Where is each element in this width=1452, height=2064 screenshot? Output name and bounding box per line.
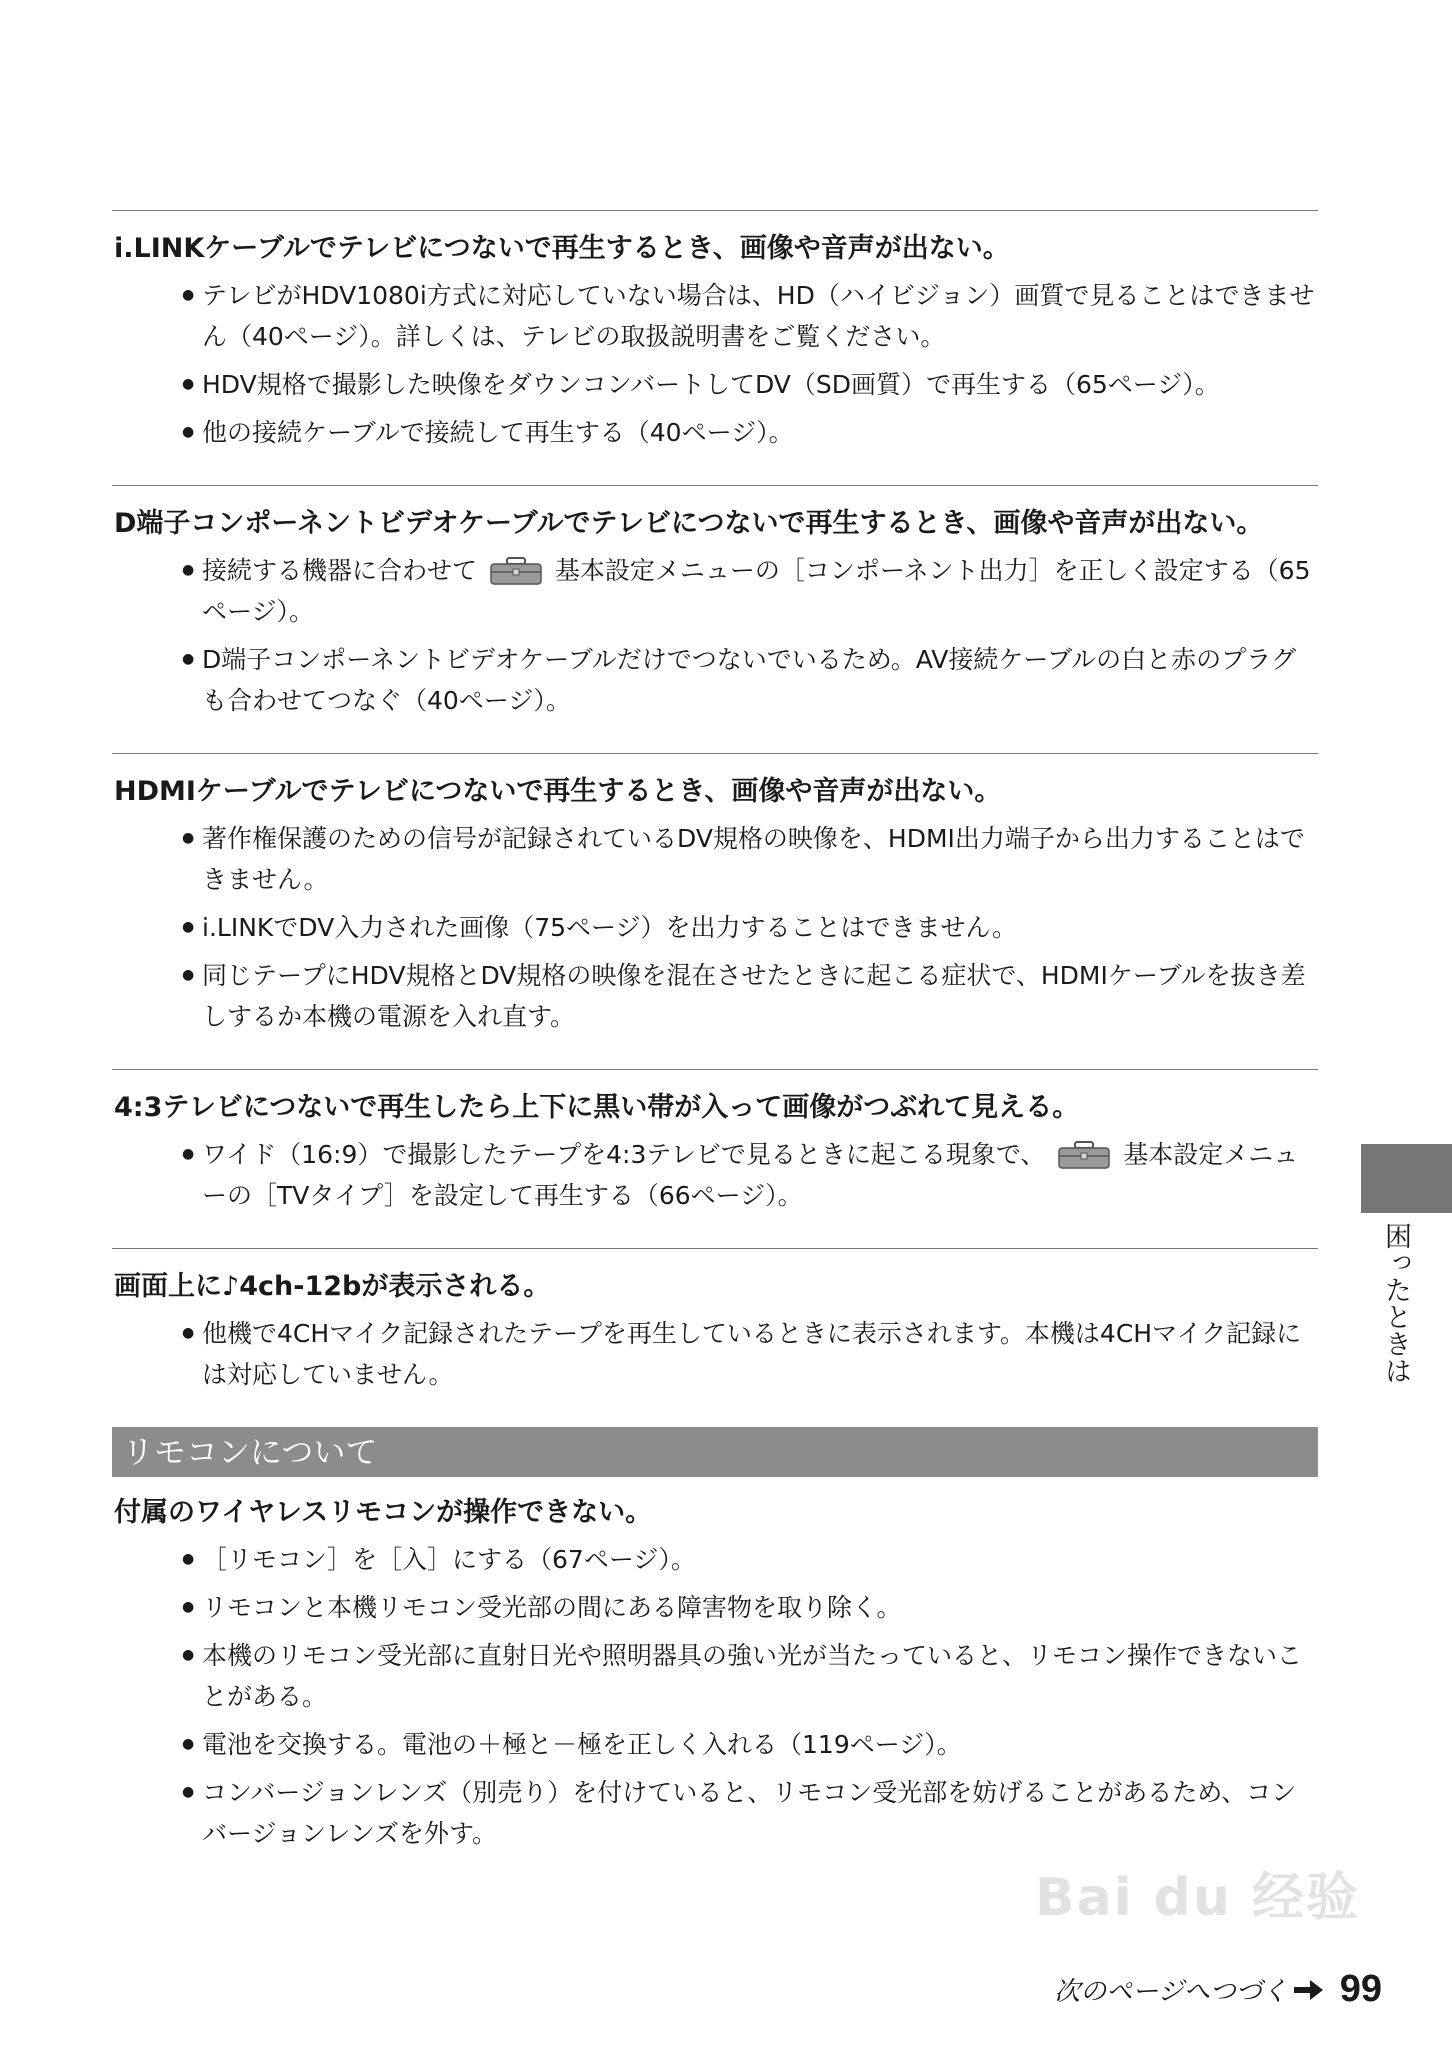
page-footer [1054,1968,1382,2011]
item-list [112,818,1318,1037]
title-text-before: 画面上に [114,1271,222,1302]
toolbox-icon [1057,1141,1111,1169]
item-text-after: 基本設定メニューの［TVタイプ］を設定して再生する（66ページ）。 [202,1140,1299,1210]
trouble-section-remote [112,1493,1318,1854]
list-item [182,1134,1318,1216]
remote-heading: リモコンについて [112,1427,1318,1477]
list-item: ● 電池を交換する。電池の＋極と－極を正しく入れる（119ページ）。 [182,1724,1318,1765]
section-title [114,1267,1318,1307]
chapter-tab [1361,1144,1452,1213]
item-text-before: 接続する機器に合わせて [202,556,478,585]
list-item: ● HDV規格で撮影した映像をダウンコンバートしてDV（SD画質）で再生する（65ページ）。 [182,364,1318,405]
section-title: 付属のワイヤレスリモコンが操作できない。 [114,1497,653,1528]
item-list [112,1134,1318,1216]
page-content [112,210,1318,1861]
trouble-section-hdmi [112,753,1318,1037]
section-title: 4:3テレビにつないで再生したら上下に黒い帯が入って画像がつぶれて見える。 [114,1092,1080,1123]
list-item: ● テレビがHDV1080i方式に対応していない場合は、HD（ハイビジョン）画質で見ることはできません（40ページ）。詳しくは、テレビの取扱説明書をご覧ください。 [182,275,1318,357]
item-list [112,1313,1318,1395]
trouble-section-4ch [112,1248,1318,1395]
next-page-label: 次のページへつづく [1054,1977,1288,2007]
trouble-section-ilink [112,210,1318,453]
toolbox-icon [489,557,543,585]
trouble-section-component [112,485,1318,721]
page-number: 99 [1339,1968,1382,2010]
baidu-watermark: Bai du 经验 [1035,1868,1360,1928]
chapter-label: 困ったときは [1380,1222,1411,1384]
right-arrow-icon [1294,1979,1324,2001]
item-list [112,550,1318,721]
section-title: HDMIケーブルでテレビにつないで再生するとき、画像や音声が出ない。 [114,776,1002,807]
trouble-section-4-3-tv [112,1069,1318,1216]
list-item: ● 他の接続ケーブルで接続して再生する（40ページ）。 [182,412,1318,453]
section-title: i.LINKケーブルでテレビにつないで再生するとき、画像や音声が出ない。 [114,233,1010,264]
item-text-after: 基本設定メニューの［コンポーネント出力］を正しく設定する（65ページ）。 [202,556,1311,626]
title-text-after: が表示される。 [361,1271,551,1302]
list-item: ● 同じテープにHDV規格とDV規格の映像を混在させたときに起こる症状で、HDMIケーブルを抜き差しするか本機の電源を入れ直す。 [182,955,1318,1037]
list-item: ● 著作権保護のための信号が記録されているDV規格の映像を、HDMI出力端子から出力することはできません。 [182,818,1318,900]
4ch-indicator-symbol: ♪4ch-12b [222,1271,362,1302]
item-text-before: ワイド（16:9）で撮影したテープを4:3テレビで見るときに起こる現象で、 [202,1140,1046,1169]
section-title: D端子コンポーネントビデオケーブルでテレビにつないで再生するとき、画像や音声が出ない。 [114,508,1264,539]
list-item: ● ［リモコン］を［入］にする（67ページ）。 [182,1539,1318,1580]
list-item: ● D端子コンポーネントビデオケーブルだけでつないでいるため。AV接続ケーブルの白と赤のプラグも合わせてつなぐ（40ページ）。 [182,639,1318,721]
list-item: ● リモコンと本機リモコン受光部の間にある障害物を取り除く。 [182,1587,1318,1628]
list-item: ● 他機で4CHマイク記録されたテープを再生しているときに表示されます。本機は4CHマイク記録には対応していません。 [182,1313,1318,1395]
list-item: ● i.LINKでDV入力された画像（75ページ）を出力することはできません。 [182,907,1318,948]
item-list [112,275,1318,453]
list-item [182,550,1318,632]
list-item: ● コンバージョンレンズ（別売り）を付けていると、リモコン受光部を妨げることがあるため、コンバージョンレンズを外す。 [182,1772,1318,1854]
item-list [112,1539,1318,1854]
list-item: ● 本機のリモコン受光部に直射日光や照明器具の強い光が当たっていると、リモコン操作できないことがある。 [182,1635,1318,1717]
